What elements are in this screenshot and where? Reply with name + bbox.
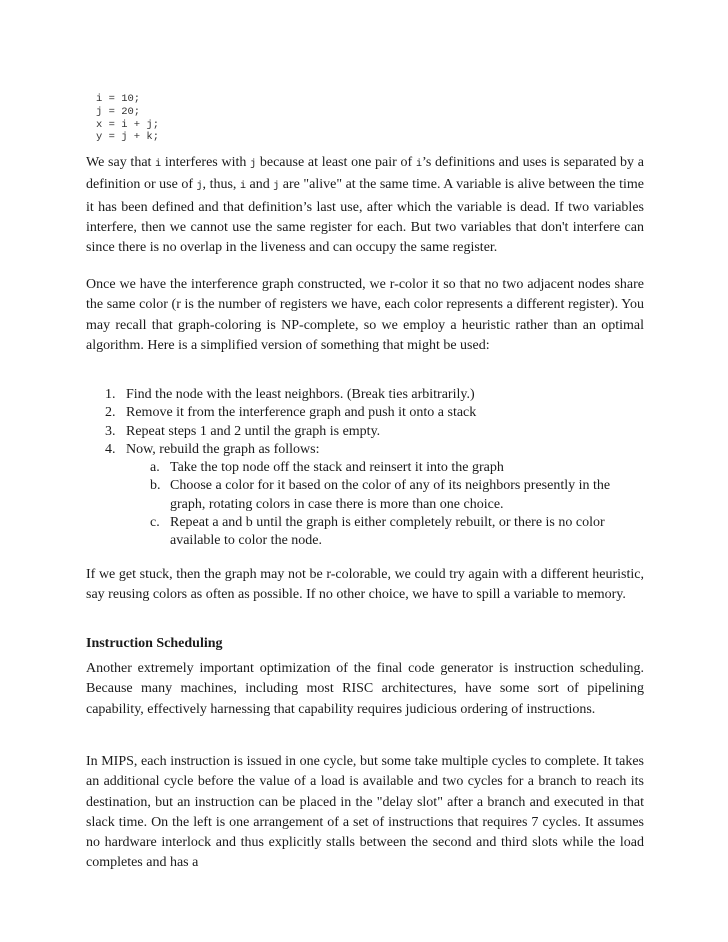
inline-code: j xyxy=(196,181,203,193)
inline-code: j xyxy=(250,159,257,170)
inline-code: j xyxy=(273,181,280,193)
paragraph-instruction-scheduling: Another extremely important optimization of the final code generator is instruction scheduling. Because many machines, including most RISC architectures, have some sort of pipelining capability, effectively harnessing that capability requires judicious ordering of instructions. xyxy=(86,661,644,717)
paragraph-spill: If we get stuck, then the graph may not be r-colorable, we could try again with a different heuristic, say reusing colors as often as possible. If no other choice, we have to spill a variable to memory. xyxy=(86,567,644,603)
sub-list-item: c. Repeat a and b until the graph is either completely rebuilt, or there is no color available to color the node. xyxy=(150,515,605,549)
code-line: j = 20; xyxy=(96,105,141,118)
paragraph-graph-coloring: Once we have the interference graph constructed, we r-color it so that no two adjacent nodes share the same color (r is the number of registers we have, each color represents a different register). You may recall that graph-coloring is NP-complete, so we employ a heuristic rather than an optimal algorithm. Here is a simplified version of something that might be used: xyxy=(86,277,644,353)
list-item: 2. Remove it from the interference graph and push it onto a stack xyxy=(105,405,477,421)
sub-list-item: a. Take the top node off the stack and reinsert it into the graph xyxy=(150,460,504,476)
inline-code: i xyxy=(155,159,162,170)
section-heading: Instruction Scheduling xyxy=(86,636,223,651)
code-block xyxy=(96,93,159,144)
paragraph-mips: In MIPS, each instruction is issued in one cycle, but some take multiple cycles to complete. It takes an additional cycle before the value of a load is available and two cycles for a branch to reach its destination, but an instruction can be placed in the "delay slot" after a branch and executed in that slack time. On the left is one arrangement of a set of instructions that requires 7 cycles. It assumes no hardware interlock and thus explicitly stalls between the second and third slots while the load completes and has a xyxy=(86,754,644,871)
algorithm-steps-list xyxy=(86,386,646,551)
inline-code: i xyxy=(415,159,422,170)
list-item: 3. Repeat steps 1 and 2 until the graph is empty. xyxy=(105,423,381,439)
code-line: y = j + k; xyxy=(96,131,160,144)
inline-code: i xyxy=(239,181,246,193)
code-line: x = i + j; xyxy=(96,118,160,131)
list-item: 4. Now, rebuild the graph as follows: xyxy=(105,441,320,457)
code-line: i = 10; xyxy=(96,93,141,105)
paragraph-interference: We say that i interferes with j because at least one pair of i’s definitions and uses is separated by a definition or use of j, thus, i and j are "alive" at the same time. A variable is alive between the time it has been defined and that definition’s last use, after which the variable is dead. If two variables interfere, then we cannot use the same register for each. But two variables that don't interfere can since there is no overlap in the liveness and can occupy the same register. xyxy=(86,155,645,256)
sub-list-item: b. Choose a color for it based on the color of any of its neighbors presently in the graph, rotating colors in case there is more than one choice. xyxy=(150,478,611,512)
list-item: 1. Find the node with the least neighbors. (Break ties arbitrarily.) xyxy=(105,387,475,402)
